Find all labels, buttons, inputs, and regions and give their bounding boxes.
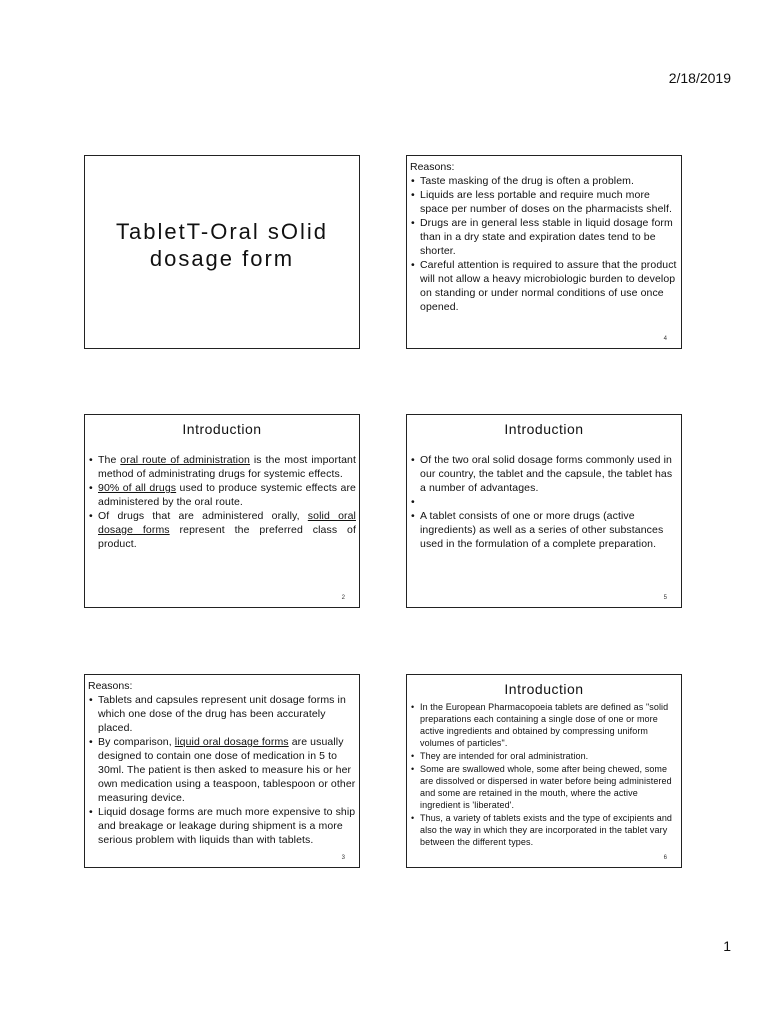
bullet-list: [85, 693, 359, 847]
bullet-item: • A tablet consists of one or more drugs (active ingredients) as well as a series of other substances used in the formulation of a complete preparation.: [410, 509, 678, 551]
bullet-item: • Tablets and capsules represent unit dosage forms in which one dose of the drug has been accurately placed.: [88, 693, 356, 735]
bullet-item: • Careful attention is required to assure that the product will not allow a heavy microbiologic burden to develop on standing or under normal conditions of use once opened.: [410, 258, 678, 314]
bullet-item: • In the European Pharmacopoeia tablets are defined as "solid preparations each containing a single dose of one or more active ingredients and obtained by compressing uniform volumes of particles".: [410, 701, 678, 749]
bullet-text: By comparison,: [98, 736, 175, 748]
bullet-item: • Liquid dosage forms are much more expensive to ship and breakage or leakage during shipment is a more serious problem with liquids than with tablets.: [88, 805, 356, 847]
bullet-item: [88, 481, 356, 509]
bullet-item: • Drugs are in general less stable in liquid dosage form than in a dry state and expiration dates tend to be shorter.: [410, 216, 678, 258]
slide-heading: Introduction: [504, 681, 584, 697]
slide-number: 2: [341, 595, 345, 601]
underlined-term: 90% of all drugs: [98, 482, 177, 494]
bullet-text: represent the preferred class of product.: [98, 524, 357, 550]
bullet-spacer: [410, 495, 678, 509]
bullet-item: • Some are swallowed whole, some after being chewed, some are dissolved or dispersed in water before being administered and some are retained in the mouth, where the active ingredient is 'liberated'.: [410, 763, 678, 811]
bullet-item: [88, 509, 356, 551]
underlined-term: liquid oral dosage forms: [174, 736, 289, 748]
bullet-item: • Taste masking of the drug is often a problem.: [410, 174, 678, 188]
page-number: 1: [723, 938, 731, 954]
bullet-item: • They are intended for oral administration.: [410, 750, 678, 762]
bullet-item: • Of the two oral solid dosage forms commonly used in our country, the tablet and the capsule, the tablet has a number of advantages.: [410, 453, 678, 495]
underlined-term: oral route of administration: [120, 454, 250, 466]
print-date: 2/18/2019: [668, 70, 731, 86]
bullet-text: The: [98, 454, 121, 466]
bullet-item: • Liquids are less portable and require much more space per number of doses on the pharmacists shelf.: [410, 188, 678, 216]
bullet-text: Of drugs that are administered orally,: [98, 510, 308, 522]
slide-heading: Reasons:: [88, 680, 133, 692]
bullet-item: [88, 453, 356, 481]
slide-heading: Introduction: [182, 421, 262, 437]
bullet-text: used to produce systemic effects are administered by the oral route.: [98, 482, 356, 508]
slide-1-title: [84, 155, 360, 349]
bullet-list: [407, 453, 681, 551]
slide-number: 5: [663, 595, 667, 601]
underlined-term: solid oral dosage forms: [98, 510, 356, 536]
presentation-title: [116, 218, 328, 272]
bullet-list: [407, 174, 681, 314]
slide-heading: Introduction: [504, 421, 584, 437]
title-line-2: dosage form: [149, 246, 295, 271]
bullet-text: are usually designed to contain one dose of medication in 5 to 30ml. The patient is then asked to measure his or her own medication using a teaspoon, tablespoon or other measuring device.: [98, 736, 356, 804]
bullet-list: [85, 453, 359, 551]
title-line-1: TabletT-Oral sOlid: [115, 219, 329, 244]
slide-number: 3: [341, 855, 345, 861]
slide-number: 4: [663, 336, 667, 342]
bullet-list: [407, 701, 681, 848]
slide-6-introduction: [406, 674, 682, 868]
bullet-item: • Thus, a variety of tablets exists and the type of excipients and also the way in which they are incorporated in the tablet vary between the different types.: [410, 812, 678, 848]
bullet-text: is the most important method of administrating drugs for systemic effects.: [98, 454, 356, 480]
slide-3-reasons: [84, 674, 360, 868]
slide-number: 6: [663, 855, 667, 861]
slide-5-introduction: [406, 414, 682, 608]
slide-2-introduction: [84, 414, 360, 608]
bullet-item: [88, 735, 356, 805]
slide-heading: Reasons:: [410, 161, 455, 173]
slide-4-reasons: [406, 155, 682, 349]
